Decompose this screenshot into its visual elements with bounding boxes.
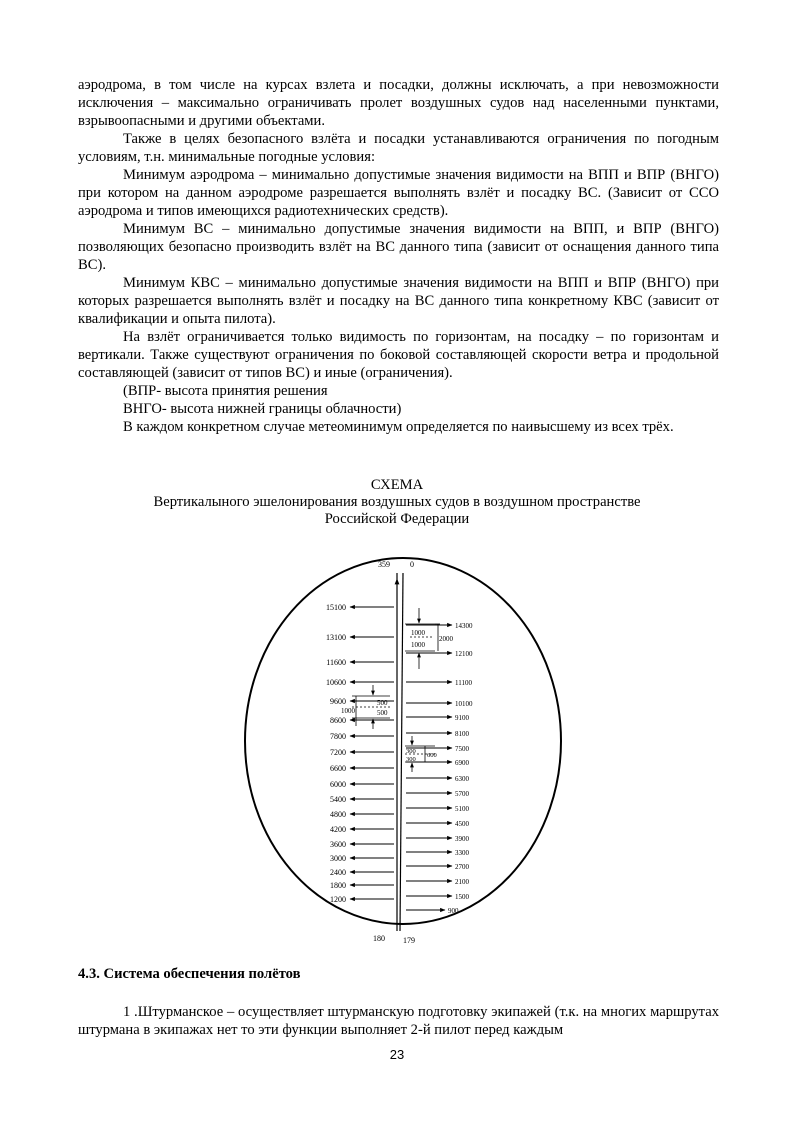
level-label: 9100 xyxy=(455,714,469,722)
sep-label: 300 xyxy=(406,748,416,755)
section-heading: 4.3. Система обеспечения полётов xyxy=(78,966,301,982)
label-359: 359 xyxy=(378,560,390,569)
level-label: 1200 xyxy=(330,895,346,904)
level-label: 1500 xyxy=(455,893,469,901)
page-number: 23 xyxy=(389,1047,405,1062)
level-label: 7500 xyxy=(455,745,469,753)
level-label: 1800 xyxy=(330,881,346,890)
center-line-right xyxy=(400,573,403,931)
level-label: 6000 xyxy=(330,780,346,789)
paragraph: 1 .Штурманское – осуществляет штурманскую подготовку экипажей (т.к. на многих маршрутах штурмана в экипажах нет то эти функции выполняет 2-й пилот перед каждым xyxy=(78,1004,719,1038)
label-0: 0 xyxy=(410,560,414,569)
level-label: 8600 xyxy=(330,716,346,725)
level-label: 15100 xyxy=(326,603,346,612)
paragraph: Минимум КВС – минимально допустимые значения видимости на ВПП и ВПР (ВНГО) при которых разрешается выполнять взлёт и посадку на ВС данного типа конкретному КВС (зависит от квалификации и опыта пилота). xyxy=(78,275,719,327)
sep-label: 1000 xyxy=(341,707,355,715)
body-text-continued xyxy=(78,1003,719,1039)
level-label: 10100 xyxy=(455,700,473,708)
level-label: 900 xyxy=(448,907,459,915)
level-label: 6300 xyxy=(455,775,469,783)
level-label: 2100 xyxy=(455,878,469,886)
level-label: 6600 xyxy=(330,764,346,773)
paragraph: Также в целях безопасного взлёта и посадки устанавливаются ограничения по погодным условиям, т.н. минимальные погодные условия: xyxy=(78,131,719,165)
level-label: 3300 xyxy=(455,849,469,857)
sep-label: 500 xyxy=(377,699,388,707)
label-179: 179 xyxy=(403,936,415,945)
level-label: 3600 xyxy=(330,840,346,849)
level-label: 5700 xyxy=(455,790,469,798)
eastbound-levels xyxy=(406,622,473,915)
level-label: 4500 xyxy=(455,820,469,828)
schema-heading: СХЕМА xyxy=(370,477,424,493)
body-text xyxy=(78,76,719,436)
level-label: 6900 xyxy=(455,759,469,767)
upper-right-separation xyxy=(405,608,440,669)
label-180: 180 xyxy=(373,934,385,943)
level-label: 4200 xyxy=(330,825,346,834)
level-label: 4800 xyxy=(330,810,346,819)
sep-label: 500 xyxy=(377,709,388,717)
level-label: 9600 xyxy=(330,697,346,706)
level-label: 14300 xyxy=(455,622,473,630)
westbound-levels xyxy=(326,603,394,904)
level-label: 3900 xyxy=(455,835,469,843)
paragraph: (ВПР- высота принятия решения xyxy=(123,383,328,399)
schema-title xyxy=(0,477,794,528)
level-label: 8100 xyxy=(455,730,469,738)
level-label: 5400 xyxy=(330,795,346,804)
paragraph: В каждом конкретном случае метеоминимум определяется по наивысшему из всех трёх. xyxy=(123,419,674,435)
level-label: 10600 xyxy=(326,678,346,687)
paragraph: Минимум ВС – минимально допустимые значения видимости на ВПП, и ВПР (ВНГО) позволяющих безопасно производить взлёт на ВС данного типа (зависит от оснащения данного типа ВС). xyxy=(78,221,719,273)
sep-label: 2000 xyxy=(439,635,453,643)
level-label: 7800 xyxy=(330,732,346,741)
schema-subtitle: Российской Федерации xyxy=(324,511,470,527)
sep-label: 600 xyxy=(427,752,437,759)
paragraph: ВНГО- высота нижней границы облачности) xyxy=(123,401,402,417)
level-label: 13100 xyxy=(326,633,346,642)
vertical-separation-diagram xyxy=(240,553,580,948)
level-label: 2700 xyxy=(455,863,469,871)
level-label: 7200 xyxy=(330,748,346,757)
schema-subtitle: Вертикалыного эшелонирования воздушных судов в воздушном пространстве xyxy=(153,494,641,510)
level-label: 11100 xyxy=(455,679,472,687)
level-label: 5100 xyxy=(455,805,469,813)
level-label: 12100 xyxy=(455,650,473,658)
paragraph: Минимум аэродрома – минимально допустимые значения видимости на ВПП и ВПР (ВНГО) при котором на данном аэродроме разрешается выполнять взлёт и посадку ВС. (Зависит от ССО аэродрома и типов имеющихся радиотехнических средств). xyxy=(78,167,719,219)
sep-label: 1000 xyxy=(411,629,425,637)
paragraph: аэродрома, в том числе на курсах взлета и посадки, должны исключать, а при невозможности исключения – максимально ограничивать пролет воздушных судов над населенными пунктами, взрывоопасными и другими объектами. xyxy=(78,77,719,129)
sep-label: 1000 xyxy=(411,641,425,649)
level-label: 2400 xyxy=(330,868,346,877)
level-label: 11600 xyxy=(326,658,346,667)
left-separation xyxy=(352,685,390,729)
level-label: 3000 xyxy=(330,854,346,863)
paragraph: На взлёт ограничивается только видимость по горизонтам, на посадку – по горизонтам и вертикали. Также существуют ограничения по боковой составляющей скорости ветра и продольной составляющей (зависит от типов ВС) и иные (ограничения). xyxy=(78,329,719,381)
sep-label: 300 xyxy=(406,756,416,763)
